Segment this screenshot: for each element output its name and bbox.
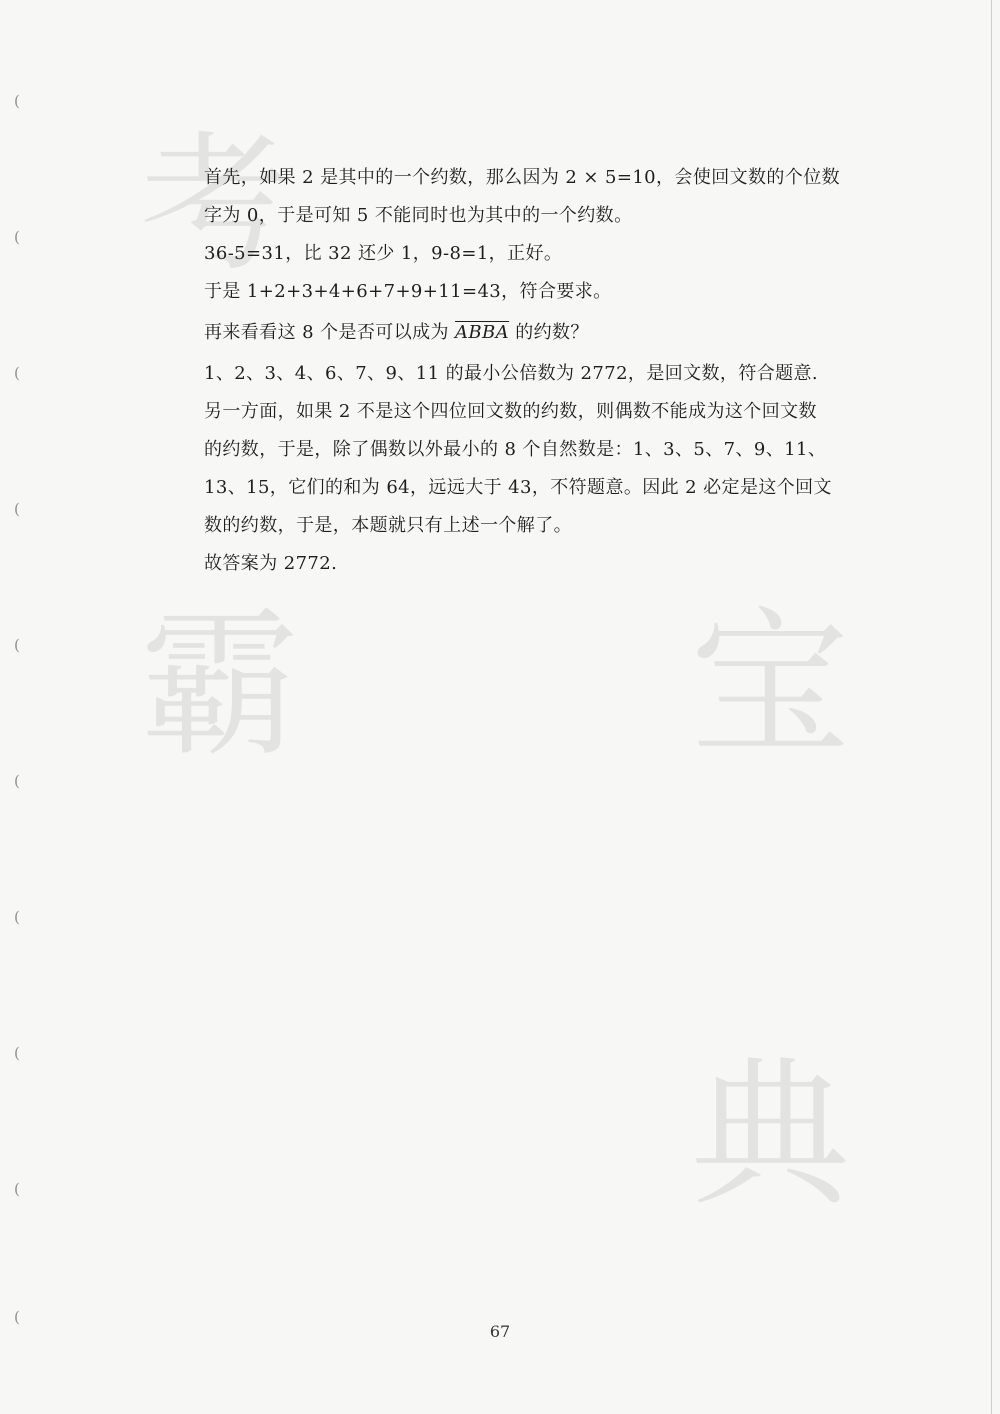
text-line: 的约数，于是，除了偶数以外最小的 8 个自然数是：1、3、5、7、9、11、 bbox=[204, 439, 827, 460]
text-line: 36-5=31，比 32 还少 1，9-8=1，正好。 bbox=[204, 243, 563, 264]
page-number: 67 bbox=[489, 1322, 511, 1341]
text-line: 1、2、3、4、6、7、9、11 的最小公倍数为 2772，是回文数，符合题意. bbox=[204, 363, 819, 384]
binding-mark: ( bbox=[14, 908, 20, 926]
solution-text bbox=[204, 165, 844, 577]
binding-mark: ( bbox=[14, 1044, 20, 1062]
watermark-char-bao: 宝 bbox=[690, 591, 851, 778]
binding-mark: ( bbox=[14, 636, 20, 654]
watermark-char-kao: 考 bbox=[140, 118, 291, 292]
binding-mark: ( bbox=[14, 1308, 20, 1326]
watermark-char-ba: 霸 bbox=[140, 591, 301, 778]
watermark-char-dian: 典 bbox=[690, 1041, 851, 1228]
text-line bbox=[204, 320, 844, 346]
palindrome-symbol: ABBA bbox=[455, 322, 510, 343]
text-line: 13、15，它们的和为 64，远远大于 43，不符题意。因此 2 必定是这个回文 bbox=[204, 477, 832, 498]
text-fragment: 再来看看这 8 个是否可以成为 bbox=[204, 322, 449, 343]
binding-mark: ( bbox=[14, 364, 20, 382]
binding-mark: ( bbox=[14, 1180, 20, 1198]
text-fragment: 的约数？ bbox=[515, 322, 589, 343]
text-line: 另一方面，如果 2 不是这个四位回文数的约数，则偶数不能成为这个回文数 bbox=[204, 401, 817, 422]
text-line: 于是 1+2+3+4+6+7+9+11=43，符合要求。 bbox=[204, 281, 612, 302]
page-edge bbox=[991, 0, 992, 1414]
binding-mark: ( bbox=[14, 772, 20, 790]
binding-mark: ( bbox=[14, 92, 20, 110]
binding-mark: ( bbox=[14, 228, 20, 246]
text-line: 首先，如果 2 是其中的一个约数，那么因为 2 × 5=10，会使回文数的个位数 bbox=[204, 167, 841, 188]
text-line: 数的约数，于是，本题就只有上述一个解了。 bbox=[204, 515, 572, 536]
text-line: 故答案为 2772. bbox=[204, 553, 338, 574]
text-line: 字为 0，于是可知 5 不能同时也为其中的一个约数。 bbox=[204, 205, 633, 226]
binding-mark: ( bbox=[14, 500, 20, 518]
